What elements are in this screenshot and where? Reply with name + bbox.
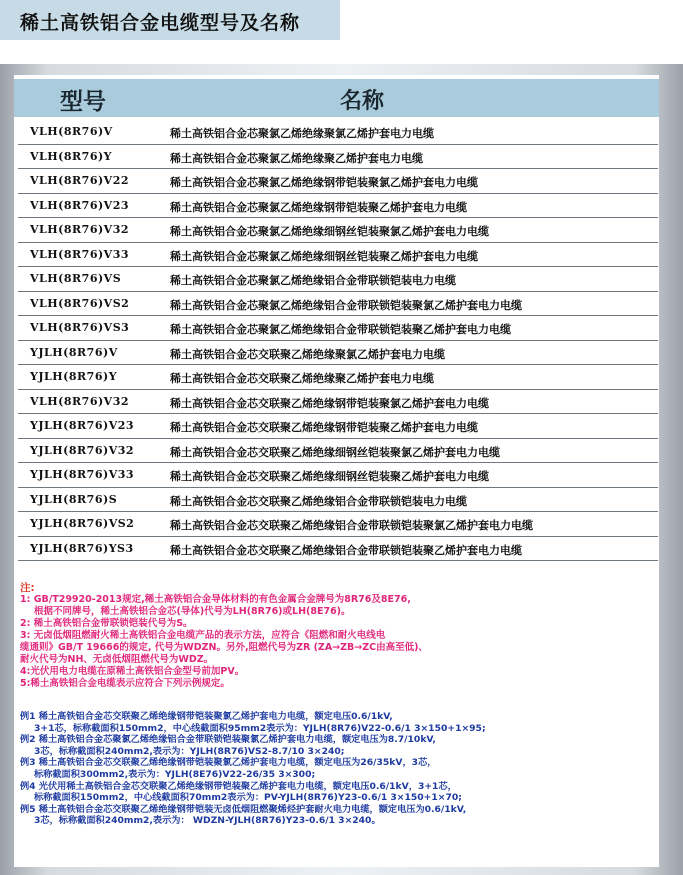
row-model: VLH(8R76)VS2 (30, 296, 130, 310)
note-line: 2: 稀土高铁铝合金带联锁铠装代号为S。 (20, 618, 193, 629)
table-row (18, 292, 658, 317)
row-model: YJLH(8R76)VS2 (30, 517, 135, 530)
example-line: 3芯，标称截面积240mm2,表示为： WDZN-YJLH(8R76)Y23-0.6/1 3×240。 (34, 815, 381, 827)
table-row (18, 267, 658, 292)
table-row (18, 120, 658, 145)
row-name: 稀土高铁铝合金芯交联聚乙烯绝缘细钢丝铠装聚乙烯护套电力电缆 (170, 470, 489, 483)
notes-section (20, 582, 655, 690)
note-line: 3: 无卤低烟阻燃耐火稀土高铁铝合金电缆产品的表示方法，应符合《阻燃和耐火电线电 (20, 630, 386, 641)
row-model: VLH(8R76)V22 (30, 174, 130, 187)
header-name: 名称 (340, 89, 385, 114)
row-name: 稀土高铁铝合金芯交联聚乙烯绝缘铝合金带联锁铠装聚乙烯护套电力电缆 (170, 543, 522, 557)
table-row (18, 463, 658, 488)
row-model: VLH(8R76)V (30, 125, 113, 138)
table-row (18, 218, 658, 243)
table-row (18, 488, 658, 513)
row-model: VLH(8R76)V32 (30, 223, 130, 236)
example-line: 例4 光伏用稀土高铁铝合金芯交联聚乙烯绝缘钢带铠装聚乙烯护套电力电缆，额定电压0.6/1kV，3+1芯， (20, 780, 457, 792)
row-name: 稀土高铁铝合金芯聚氯乙烯绝缘铝合金带联锁铠装聚氯乙烯护套电力电缆 (170, 298, 522, 312)
note-line: 缆通则》GB/T 19666的规定, 代号为WDZN。另外,阻燃代号为ZR (ZA→ZB→ZC由高至低)、 (20, 642, 428, 653)
row-model: YJLH(8R76)YS3 (30, 541, 134, 555)
row-model: YJLH(8R76)V23 (30, 419, 135, 432)
row-model: VLH(8R76)V23 (30, 198, 130, 212)
table-row (18, 169, 658, 194)
table-row (18, 537, 658, 562)
row-model: VLH(8R76)V33 (30, 247, 130, 261)
row-name: 稀土高铁铝合金芯聚氯乙烯绝缘钢带铠装聚乙烯护套电力电缆 (170, 200, 467, 214)
row-name: 稀土高铁铝合金芯交联聚乙烯绝缘钢带铠装聚乙烯护套电力电缆 (170, 421, 478, 434)
examples-section (20, 711, 660, 827)
row-model: YJLH(8R76)Y (30, 370, 118, 383)
table-row (18, 341, 658, 366)
row-model: VLH(8R76)VS (30, 272, 122, 285)
example-line: 3+1芯，标称截面积150mm2，中心线截面积95mm2表示为：YJLH(8R76)V22-0.6/1 3×150+1×95; (34, 722, 486, 734)
row-name: 稀土高铁铝合金芯交联聚乙烯绝缘聚乙烯护套电力电缆 (170, 372, 434, 385)
row-name: 稀土高铁铝合金芯聚氯乙烯绝缘铝合金带联锁铠装电力电缆 (170, 274, 456, 287)
example-line: 例2 稀土高铁铝合金芯聚氯乙烯绝缘铝合金带联锁铠装聚氯乙烯护套电力电缆，额定电压为8.7/10kV, (20, 734, 436, 746)
row-name: 稀土高铁铝合金芯聚氯乙烯绝缘钢带铠装聚氯乙烯护套电力电缆 (170, 176, 478, 189)
row-name: 稀土高铁铝合金芯交联聚乙烯绝缘细钢丝铠装聚氯乙烯护套电力电缆 (170, 445, 500, 459)
example-line: 标称截面积300mm2,表示为：YJLH(8E76)V22-26/35 3×300; (34, 768, 316, 780)
table-body (18, 120, 658, 561)
table-row (18, 145, 658, 170)
example-line: 例5 稀土高铁铝合金芯交联聚乙烯绝缘钢带铠装无卤低烟阻燃聚烯烃护套耐火电力电缆，额定电压为0.6/1kV, (20, 803, 467, 815)
table-row (18, 316, 658, 341)
note-line: 耐火代号为NH、无卤低烟阻燃代号为WDZ。 (20, 654, 214, 665)
table-row (18, 414, 658, 439)
row-model: VLH(8R76)V32 (30, 394, 130, 408)
note-line: 4:光伏用电力电缆在原稀土高铁铝合金型号前加PV。 (20, 666, 245, 677)
table-row (18, 512, 658, 537)
row-name: 稀土高铁铝合金芯聚氯乙烯绝缘聚氯乙烯护套电力电缆 (170, 127, 434, 140)
example-line: 例1 稀土高铁铝合金芯交联聚乙烯绝缘钢带铠装聚氯乙烯护套电力电缆，额定电压0.6/1kV, (20, 711, 393, 722)
row-name: 稀土高铁铝合金芯聚氯乙烯绝缘铝合金带联锁铠装聚乙烯护套电力电缆 (170, 323, 511, 336)
header-model: 型号 (60, 89, 106, 115)
note-line: 根据不同牌号，稀土高铁铝合金芯(导体)代号为LH(8R76)或LH(8E76)。 (34, 606, 351, 617)
example-line: 标称截面积150mm2，中心线截面积70mm2表示为：PV-YJLH(8R76)Y23-0.6/1 3×150+1×70; (34, 792, 462, 804)
table-row (18, 365, 658, 390)
row-model: YJLH(8R76)V32 (30, 443, 135, 457)
row-name: 稀土高铁铝合金芯聚氯乙烯绝缘细钢丝铠装聚乙烯护套电力电缆 (170, 249, 478, 263)
row-name: 稀土高铁铝合金芯交联聚乙烯绝缘聚氯乙烯护套电力电缆 (170, 347, 445, 361)
row-name: 稀土高铁铝合金芯交联聚乙烯绝缘铝合金带联锁铠装聚氯乙烯护套电力电缆 (170, 519, 533, 532)
row-model: VLH(8R76)Y (30, 149, 113, 163)
notes-heading: 注: (20, 582, 35, 594)
table-row (18, 243, 658, 268)
row-name: 稀土高铁铝合金芯交联聚乙烯绝缘钢带铠装聚氯乙烯护套电力电缆 (170, 396, 489, 410)
table-header (14, 79, 659, 117)
table-row (18, 390, 658, 415)
note-line: 5:稀土高铁铝合金电缆表示应符合下列示例规定。 (20, 678, 230, 689)
page-title: 稀土高铁铝合金电缆型号及名称 (0, 0, 340, 40)
note-line: 1: GB/T29920-2013规定,稀土高铁铝合金导体材料的有色金属合金牌号为8R76及8E76, (20, 594, 411, 605)
row-model: VLH(8R76)VS3 (30, 321, 130, 334)
row-model: YJLH(8R76)S (30, 492, 118, 506)
row-model: YJLH(8R76)V33 (30, 468, 135, 481)
row-name: 稀土高铁铝合金芯聚氯乙烯绝缘聚乙烯护套电力电缆 (170, 151, 423, 165)
row-name: 稀土高铁铝合金芯交联聚乙烯绝缘铝合金带联锁铠装电力电缆 (170, 494, 467, 508)
example-line: 3芯，标称截面积240mm2,表示为：YJLH(8R76)VS2-8.7/10 3×240; (34, 745, 345, 757)
row-model: YJLH(8R76)V (30, 345, 118, 359)
row-name: 稀土高铁铝合金芯聚氯乙烯绝缘细钢丝铠装聚氯乙烯护套电力电缆 (170, 225, 489, 238)
table-row (18, 194, 658, 219)
example-line: 例3 稀土高铁铝合金芯交联聚乙烯绝缘钢带铠装聚氯乙烯护套电力电缆，额定电压为26/35kV，3芯， (20, 757, 437, 769)
table-row (18, 439, 658, 464)
